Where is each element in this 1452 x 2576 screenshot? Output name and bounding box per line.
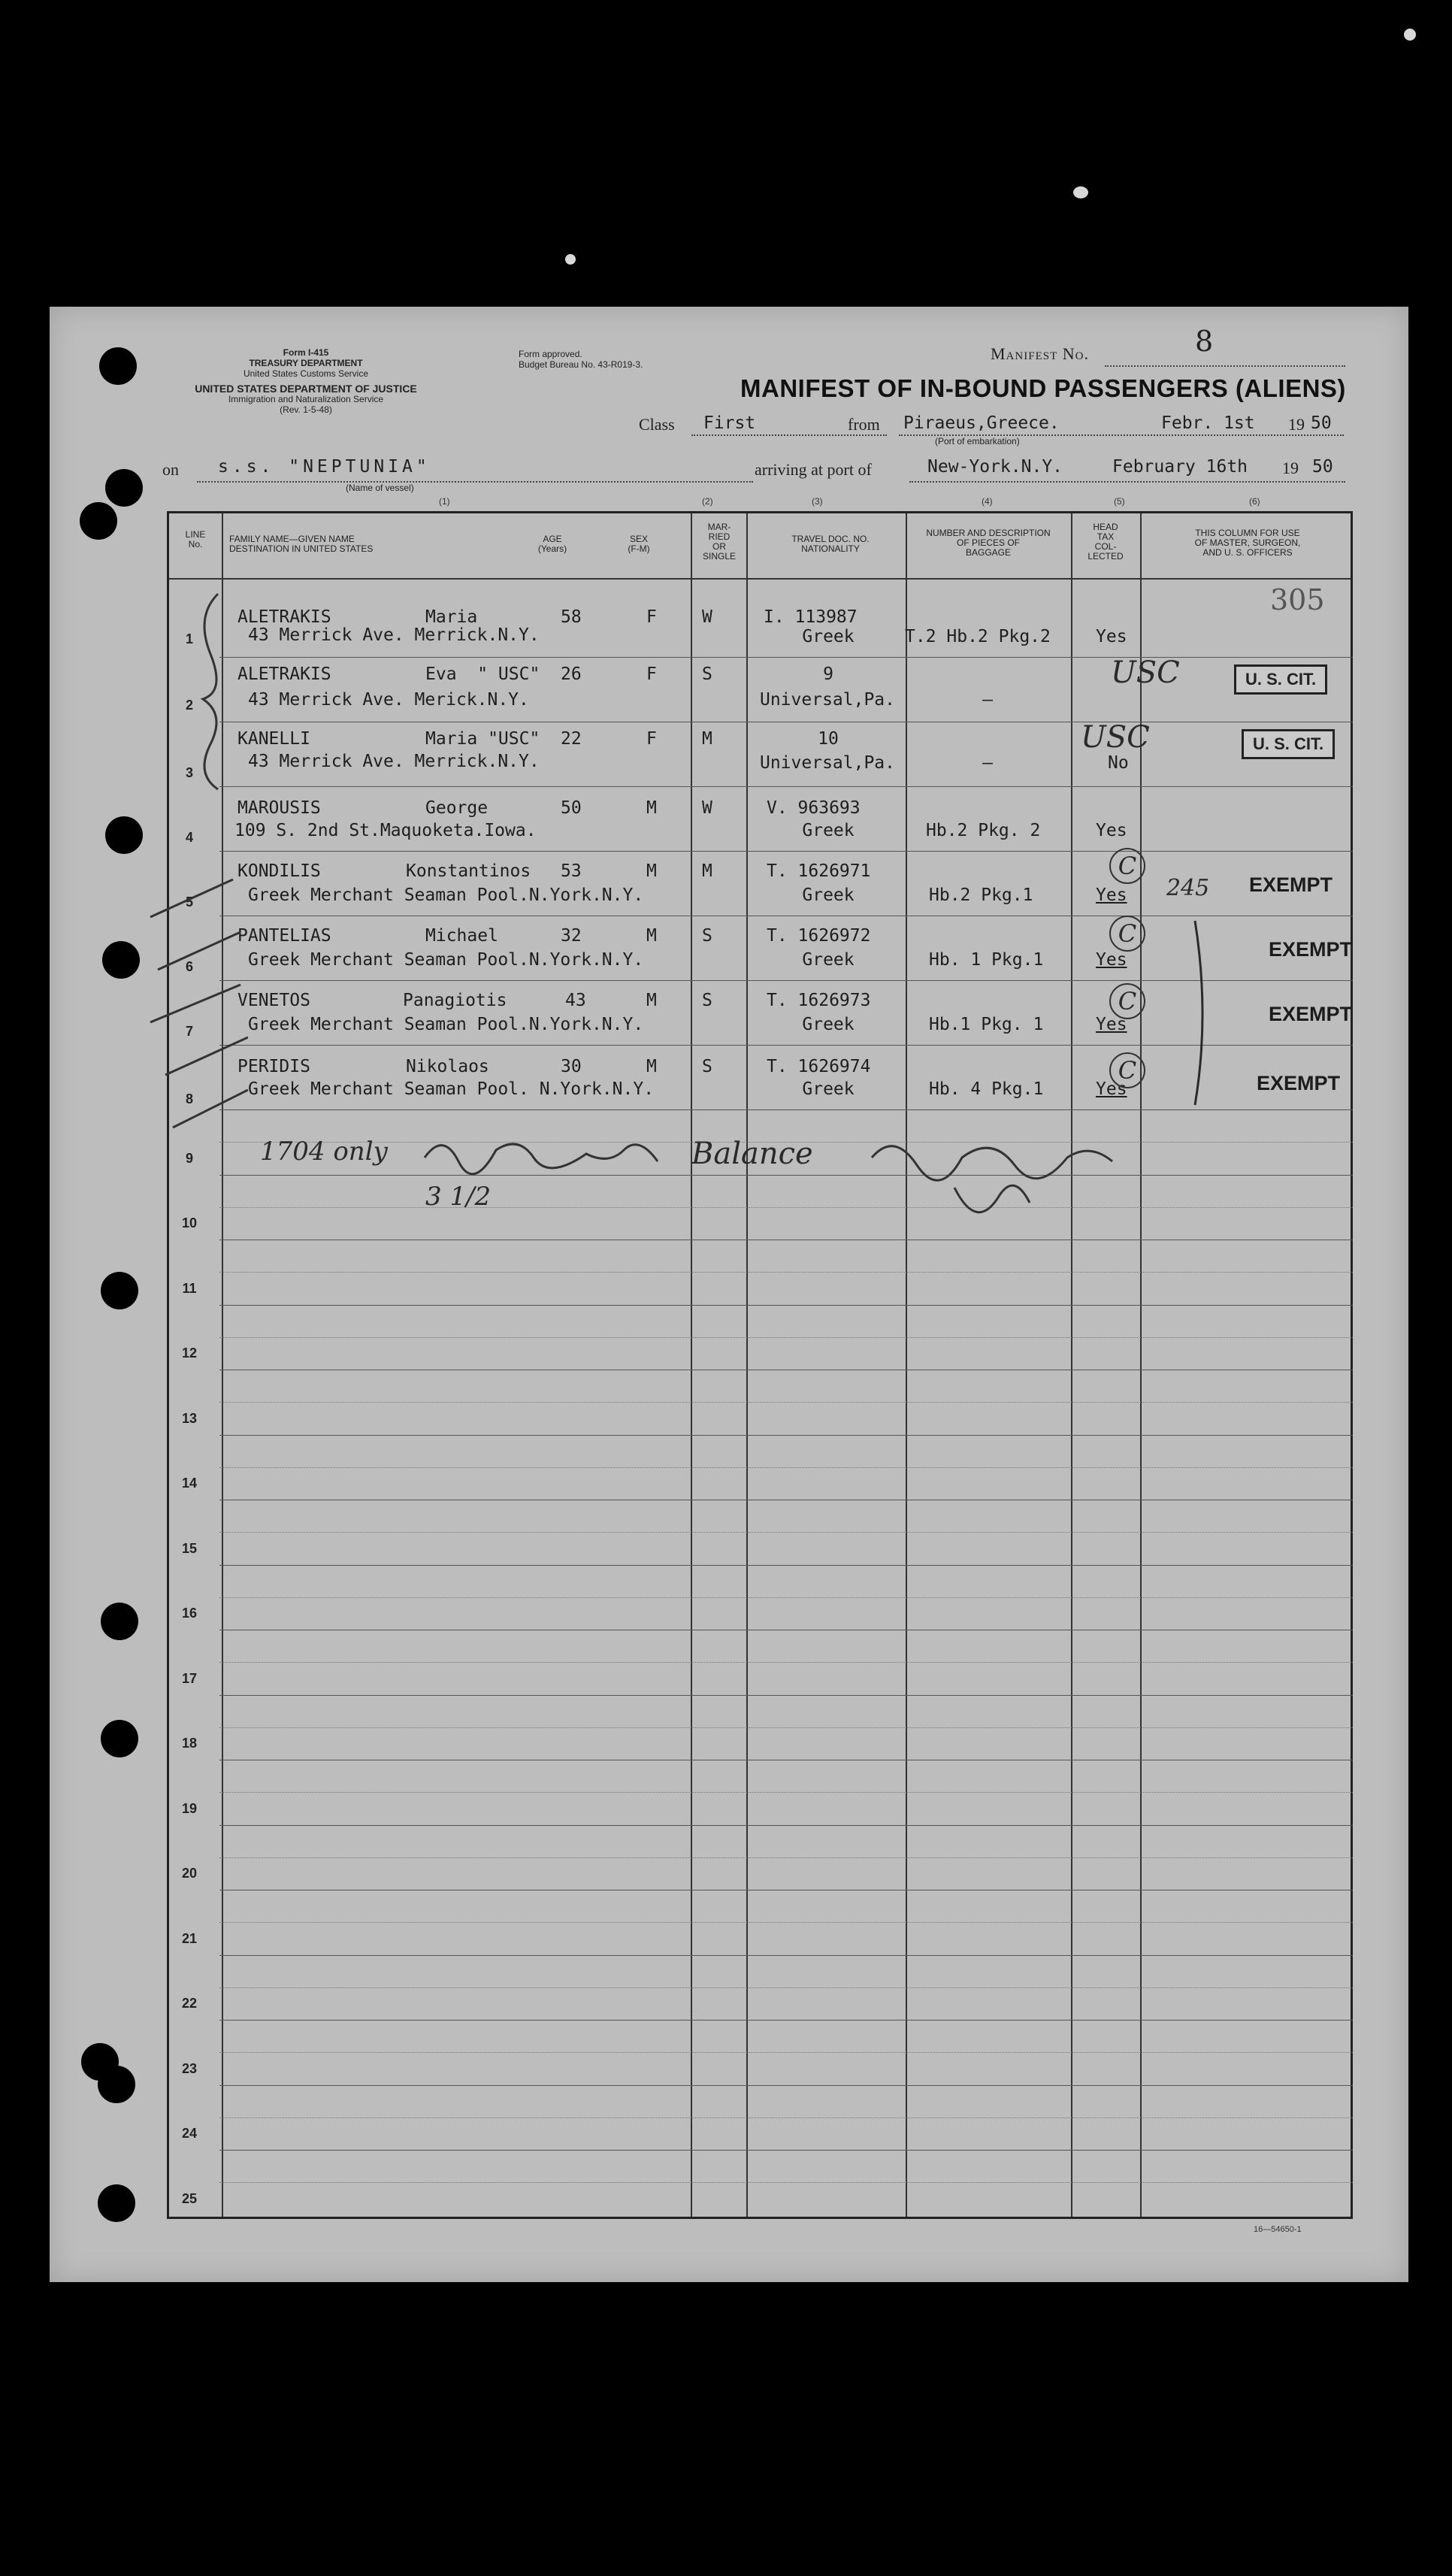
- page-number-stamp: 305: [1270, 583, 1325, 616]
- header-head-tax: HEAD TAX COL- LECTED: [1087, 522, 1124, 562]
- line-number: 10: [181, 1215, 198, 1230]
- punch-hole: [101, 1720, 138, 1757]
- travel-doc: T. 1626974: [767, 1057, 871, 1076]
- baggage: Hb. 4 Pkg.1: [929, 1079, 1044, 1099]
- sex: M: [646, 798, 657, 818]
- line-number: 11: [182, 1280, 197, 1296]
- marital-status: S: [702, 664, 712, 684]
- column-number: (1): [439, 496, 450, 507]
- row-midrule: [219, 1272, 1353, 1273]
- usc-annotation: USC: [1081, 720, 1150, 755]
- dust-speck: [565, 254, 576, 265]
- line-number: 25: [181, 2190, 198, 2206]
- col-divider: [1140, 513, 1142, 2217]
- destination: Greek Merchant Seaman Pool. N.York.N.Y.: [248, 1079, 655, 1099]
- row-midrule: [219, 1662, 1353, 1663]
- sex: M: [646, 926, 657, 946]
- nationality: Universal,Pa.: [759, 753, 895, 773]
- age: 22: [561, 729, 582, 749]
- given-name: Michael: [425, 926, 498, 946]
- signature-scribble: [421, 1128, 661, 1180]
- form-footer-code: 16—54650-1: [1254, 2225, 1302, 2234]
- family-name: ALETRAKIS: [237, 607, 331, 627]
- header-sex: SEX (F-M): [628, 534, 650, 554]
- destination: Greek Merchant Seaman Pool.N.York.N.Y.: [248, 885, 644, 905]
- port-embarkation-caption: (Port of embarkation): [935, 436, 1020, 446]
- line-number: 6: [185, 959, 193, 974]
- us-citizen-stamp: U. S. CIT.: [1234, 664, 1327, 695]
- head-tax: Yes: [1096, 885, 1127, 905]
- row-rule: [219, 786, 1353, 787]
- exempt-stamp: EXEMPT: [1249, 873, 1333, 896]
- given-name: Panagiotis: [403, 991, 507, 1010]
- row-rule: [219, 1955, 1353, 1956]
- line-number: 9: [185, 1150, 193, 1166]
- given-name: Maria: [425, 607, 478, 627]
- baggage: —: [982, 753, 993, 773]
- line-number: 20: [181, 1866, 198, 1881]
- punch-hole: [101, 1603, 138, 1640]
- given-name: Eva " USC": [425, 664, 540, 684]
- c-mark: C: [1109, 1052, 1145, 1088]
- family-name: PERIDIS: [237, 1057, 310, 1076]
- budget-bureau: Budget Bureau No. 43-R019-3.: [519, 359, 643, 370]
- family-name: PANTELIAS: [237, 926, 331, 946]
- arrival-year-prefix: 19: [1282, 459, 1299, 477]
- travel-doc: V. 963693: [767, 798, 861, 818]
- travel-doc: 9: [823, 664, 833, 684]
- row-midrule: [219, 1597, 1353, 1598]
- from-label: from: [848, 415, 880, 434]
- row-midrule: [219, 1922, 1353, 1923]
- page-title: MANIFEST OF IN-BOUND PASSENGERS (ALIENS): [740, 374, 1346, 402]
- doj-label: UNITED STATES DEPARTMENT OF JUSTICE: [195, 383, 417, 395]
- travel-doc: 10: [818, 729, 839, 749]
- row-midrule: [219, 1987, 1353, 1988]
- header-married: MAR- RIED OR SINGLE: [702, 522, 736, 562]
- column-number: (5): [1114, 496, 1125, 507]
- manifest-no-value: 8: [1195, 325, 1214, 358]
- age: 50: [561, 798, 582, 818]
- ins-label: Immigration and Naturalization Service: [228, 394, 384, 404]
- row-midrule: [219, 1792, 1353, 1793]
- row-midrule: [219, 2182, 1353, 2183]
- baggage: Hb.1 Pkg. 1: [929, 1015, 1044, 1034]
- destination: 43 Merrick Ave. Merick.N.Y.: [248, 690, 529, 710]
- arriving-label: arriving at port of: [755, 460, 872, 479]
- age: 58: [561, 607, 582, 627]
- row-rule: [219, 1175, 1353, 1176]
- c-mark: C: [1109, 983, 1145, 1019]
- row-rule: [219, 1045, 1353, 1046]
- vessel-value: s.s. "NEPTUNIA": [218, 457, 431, 477]
- head-tax: Yes: [1096, 950, 1127, 970]
- row-rule: [219, 1825, 1353, 1826]
- row-rule: [219, 2150, 1353, 2151]
- sex: M: [646, 861, 657, 881]
- col-divider: [1071, 513, 1072, 2217]
- nationality: Greek: [802, 821, 855, 840]
- us-citizen-stamp: U. S. CIT.: [1242, 729, 1335, 759]
- line-number: 21: [181, 1930, 198, 1946]
- year-value: 50: [1311, 413, 1332, 433]
- row-rule: [219, 1565, 1353, 1566]
- handwritten-note: 1704 only: [260, 1137, 388, 1167]
- exempt-stamp: EXEMPT: [1269, 1003, 1353, 1025]
- age: 26: [561, 664, 582, 684]
- destination: 43 Merrick Ave. Merrick.N.Y.: [248, 752, 540, 771]
- given-name: Maria "USC": [425, 729, 540, 749]
- family-bracket: [188, 586, 233, 797]
- row-midrule: [219, 1207, 1353, 1208]
- line-number: 5: [185, 894, 193, 910]
- family-name: VENETOS: [237, 991, 310, 1010]
- head-tax: Yes: [1096, 627, 1127, 646]
- age: 43: [565, 991, 586, 1010]
- destination: Greek Merchant Seaman Pool.N.York.N.Y.: [248, 950, 644, 970]
- nationality: Greek: [802, 1015, 855, 1034]
- line-number: 18: [181, 1736, 198, 1751]
- row-midrule: [219, 1727, 1353, 1728]
- line-number: 16: [181, 1606, 198, 1621]
- header-officers: THIS COLUMN FOR USE OF MASTER, SURGEON, AND U. S. OFFICERS: [1194, 528, 1301, 558]
- baggage: —: [982, 690, 993, 710]
- age: 53: [561, 861, 582, 881]
- line-number: 17: [181, 1670, 198, 1686]
- punch-hole: [80, 502, 117, 540]
- row-midrule: [219, 2117, 1353, 2118]
- row-rule: [219, 1695, 1353, 1696]
- row-rule: [219, 851, 1353, 852]
- marital-status: S: [702, 991, 712, 1010]
- given-name: Konstantinos: [406, 861, 531, 881]
- row-rule: [219, 657, 1353, 658]
- row-rule: [219, 1109, 1353, 1110]
- arrival-port: New-York.N.Y.: [927, 457, 1063, 477]
- row-midrule: [219, 1857, 1353, 1858]
- nationality: Greek: [802, 627, 855, 646]
- travel-doc: T. 1626971: [767, 861, 871, 881]
- header-line-no: LINE No.: [185, 529, 206, 549]
- usc-annotation: USC: [1111, 655, 1180, 690]
- date-value: Febr. 1st: [1161, 413, 1255, 433]
- head-tax: No: [1108, 753, 1129, 773]
- row-midrule: [219, 1402, 1353, 1403]
- marital-status: S: [702, 1057, 712, 1076]
- handwritten-note: Balance: [691, 1137, 813, 1171]
- line-number: 4: [185, 830, 193, 845]
- head-tax: Yes: [1096, 1015, 1127, 1034]
- punch-hole: [99, 347, 137, 385]
- destination: 109 S. 2nd St.Maquoketa.Iowa.: [234, 821, 537, 840]
- year-prefix: 19: [1288, 415, 1305, 434]
- sex: M: [646, 1057, 657, 1076]
- exempt-stamp: EXEMPT: [1257, 1072, 1341, 1094]
- header-divider: [169, 578, 1351, 580]
- sex: M: [646, 991, 657, 1010]
- column-number: (6): [1249, 496, 1260, 507]
- sex: F: [646, 664, 657, 684]
- given-name: George: [425, 798, 489, 818]
- row-rule: [219, 1435, 1353, 1436]
- travel-doc: I. 113987: [764, 607, 858, 627]
- baggage: Hb. 1 Pkg.1: [929, 950, 1044, 970]
- head-tax: Yes: [1096, 1079, 1127, 1099]
- marital-status: W: [702, 607, 712, 627]
- given-name: Nikolaos: [406, 1057, 489, 1076]
- from-value: Piraeus,Greece.: [903, 413, 1060, 433]
- punch-hole: [105, 469, 143, 507]
- arrival-line: [909, 481, 1345, 483]
- header-baggage: NUMBER AND DESCRIPTION OF PIECES OF BAGGAGE: [926, 528, 1051, 558]
- dust-speck: [1404, 29, 1416, 41]
- c-mark: C: [1109, 848, 1145, 884]
- age: 30: [561, 1057, 582, 1076]
- row-midrule: [219, 1532, 1353, 1533]
- exempt-stamp: EXEMPT: [1269, 938, 1353, 961]
- line-number: 2: [185, 698, 193, 713]
- header-age: AGE (Years): [537, 534, 567, 554]
- marital-status: W: [702, 798, 712, 818]
- row-rule: [219, 1305, 1353, 1306]
- sex: F: [646, 607, 657, 627]
- class-line: [691, 434, 887, 436]
- line-number: 15: [181, 1540, 198, 1556]
- marital-status: M: [702, 861, 712, 881]
- arrival-year: 50: [1312, 457, 1333, 477]
- nationality: Greek: [802, 1079, 855, 1099]
- nationality: Greek: [802, 885, 855, 905]
- row-rule: [219, 980, 1353, 981]
- handwritten-number: 245: [1166, 875, 1210, 901]
- row-midrule: [219, 1467, 1353, 1468]
- line-number: 3: [185, 765, 193, 780]
- row-rule: [219, 2020, 1353, 2021]
- signature-scribble: [864, 1128, 1127, 1240]
- class-label: Class: [639, 415, 675, 434]
- form-id: Form I-415: [283, 347, 329, 358]
- sex: F: [646, 729, 657, 749]
- vessel-caption: (Name of vessel): [346, 483, 414, 493]
- marital-status: M: [702, 729, 712, 749]
- form-approved: Form approved.: [519, 349, 582, 359]
- header-travel-doc: TRAVEL DOC. NO. NATIONALITY: [791, 534, 870, 554]
- baggage: T.2 Hb.2 Pkg.2: [905, 627, 1051, 646]
- row-midrule: [219, 1337, 1353, 1338]
- customs-label: United States Customs Service: [243, 368, 369, 379]
- form-header-left: [159, 347, 452, 415]
- column-number: (2): [702, 496, 713, 507]
- line-number: 13: [181, 1410, 198, 1426]
- tick-marks: [143, 872, 248, 1143]
- class-value: First: [703, 413, 756, 433]
- line-number: 22: [181, 1996, 198, 2011]
- line-number: 23: [181, 2060, 198, 2076]
- arrival-date: February 16th: [1112, 457, 1248, 477]
- punch-hole: [98, 2066, 135, 2103]
- rev-label: (Rev. 1-5-48): [280, 404, 332, 415]
- destination: Greek Merchant Seaman Pool.N.York.N.Y.: [248, 1015, 644, 1034]
- vessel-line: [197, 481, 753, 483]
- family-name: KANELLI: [237, 729, 310, 749]
- line-number: 1: [185, 631, 193, 646]
- row-midrule: [219, 2052, 1353, 2053]
- line-number: 19: [181, 1800, 198, 1816]
- manifest-no-line: [1105, 365, 1345, 367]
- on-label: on: [162, 460, 179, 479]
- nationality: Greek: [802, 950, 855, 970]
- manifest-no-label: Manifest No.: [991, 344, 1089, 363]
- head-tax: Yes: [1096, 821, 1127, 840]
- c-mark: C: [1109, 916, 1145, 952]
- family-name: MAROUSIS: [237, 798, 321, 818]
- family-name: ALETRAKIS: [237, 664, 331, 684]
- marital-status: S: [702, 926, 712, 946]
- line-number: 24: [181, 2126, 198, 2141]
- column-number: (3): [812, 496, 823, 507]
- punch-hole: [105, 816, 143, 854]
- nationality: Universal,Pa.: [759, 690, 895, 710]
- exempt-bracket: [1187, 917, 1218, 1112]
- baggage: Hb.2 Pkg. 2: [926, 821, 1041, 840]
- punch-hole: [98, 2184, 135, 2222]
- destination: 43 Merrick Ave. Merrick.N.Y.: [248, 625, 540, 645]
- dust-speck: [1073, 186, 1088, 198]
- header-name: FAMILY NAME—GIVEN NAME DESTINATION IN UNITED STATES: [229, 534, 374, 554]
- line-number: 8: [185, 1091, 193, 1106]
- treasury-label: TREASURY DEPARTMENT: [249, 358, 363, 368]
- travel-doc: T. 1626973: [767, 991, 871, 1010]
- punch-hole: [101, 1272, 138, 1309]
- handwritten-note: 3 1/2: [425, 1182, 492, 1212]
- col-divider: [691, 513, 692, 2217]
- line-number: 7: [185, 1024, 193, 1039]
- row-rule: [219, 2085, 1353, 2086]
- column-number: (4): [982, 496, 993, 507]
- age: 32: [561, 926, 582, 946]
- line-number: 12: [181, 1346, 198, 1361]
- form-approved-block: [519, 349, 643, 370]
- family-name: KONDILIS: [237, 861, 321, 881]
- line-number: 14: [181, 1476, 198, 1491]
- travel-doc: T. 1626972: [767, 926, 871, 946]
- punch-hole: [102, 941, 140, 979]
- baggage: Hb.2 Pkg.1: [929, 885, 1033, 905]
